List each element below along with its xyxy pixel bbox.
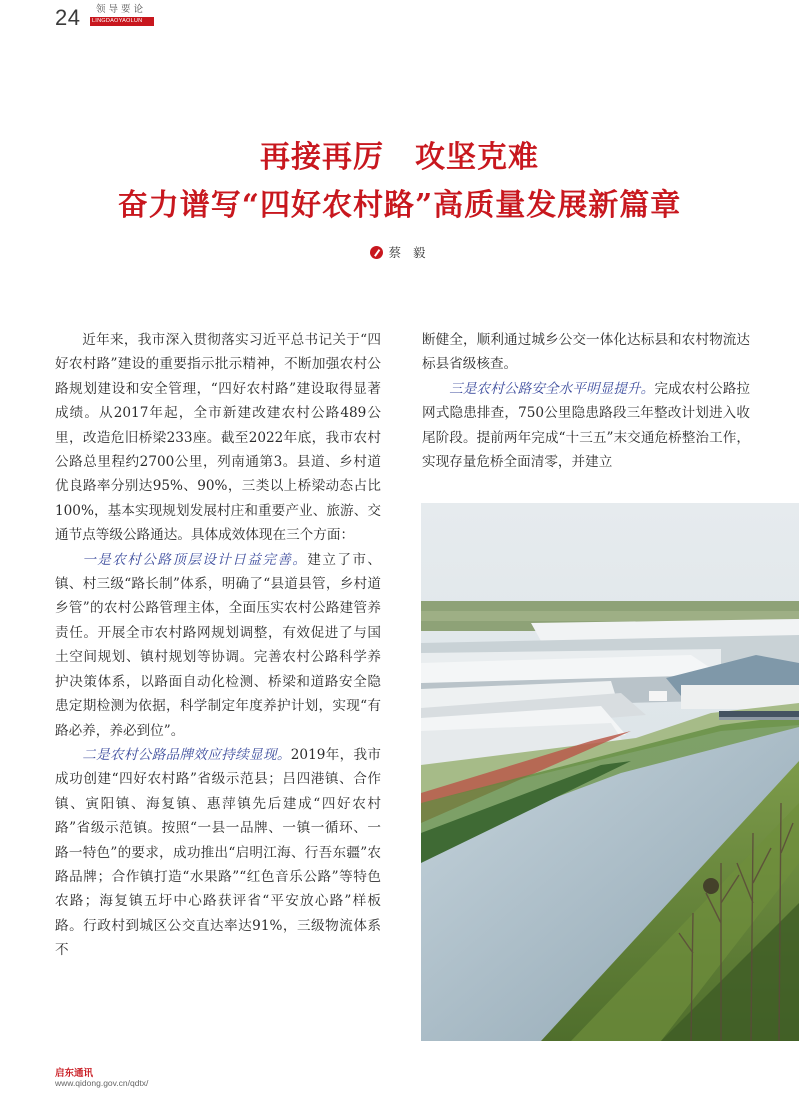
footer-url: www.qidong.gov.cn/qdtx/: [55, 1078, 149, 1088]
pen-icon: [370, 246, 383, 259]
column-title: 领导要论: [96, 4, 147, 15]
paragraph: [422, 377, 750, 475]
byline: [0, 243, 799, 261]
paragraph: [55, 328, 381, 548]
paragraph-highlight: 一是农村公路顶层设计日益完善。: [82, 551, 308, 568]
paragraph-highlight: 二是农村公路品牌效应持续显现。: [82, 746, 291, 763]
paragraph: [55, 548, 381, 743]
paragraph-text: 建立了市、镇、村三级“路长制”体系，明确了“县道县管，乡村道乡管”的农村公路管理主体，全面压实农村公路建管养责任。开展全市农村路网规划调整，有效促进了与国土空间规划、镇村规划等协调。完善农村公路科学养护决策体系，以路面自动化检测、桥梁和道路安全隐患定期检测为依据，科学制定年度养护计划，实现“有路必养，养必到位”。: [55, 551, 381, 739]
paragraph-continuation: 断健全，顺利通过城乡公交一体化达标县和农村物流达标县省级核查。: [422, 332, 750, 373]
author-name: 蔡 毅: [388, 245, 430, 260]
footer-brand: 启东通讯: [55, 1068, 94, 1079]
article-title-line2: 奋力谱写“四好农村路”高质量发展新篇章: [117, 188, 682, 223]
paragraph-text: 2019年，我市成功创建“四好农村路”省级示范县；吕四港镇、合作镇、寅阳镇、海复镇、惠萍镇先后建成“四好农村路”省级示范镇。按照“一县一品牌、一镇一循环、一路一特色”的要求，成功推出“启明江海、行吾东疆”农路品牌；合作镇打造“水果路”“红色音乐公路”等特色农路；海复镇五圩中心路获评省“平安放心路”样板路。行政村到城区公交直达率达91%，三级物流体系不: [55, 746, 381, 959]
column-tag: [90, 4, 154, 26]
paragraph-text: 近年来，我市深入贯彻落实习近平总书记关于“四好农村路”建设的重要指示批示精神，不断加强农村公路规划建设和安全管理，“四好农村路”建设取得显著成绩。从2017年起，全市新建改建农村公路489公里，改造危旧桥梁233座。截至2022年底，我市农村公路总里程约2700公里，列南通第3。县道、乡村道优良路率分别达95%、90%，三类以上桥梁动态占比100%，基本实现规划发展村庄和重要产业、旅游、交通节点等级公路通达。具体成效体现在三个方面：: [55, 332, 381, 544]
article-title-line1: 再接再厉 攻坚克难: [260, 140, 539, 175]
paragraph: [55, 743, 381, 963]
rural-road-photo: [421, 503, 799, 1041]
paragraph-text: 完成农村公路拉网式隐患排查，750公里隐患路段三年整改计划进入收尾阶段。提前两年完成“十三五”末交通危桥整治工作，实现存量危桥全面清零，并建立: [422, 380, 750, 471]
right-column: [422, 328, 750, 474]
paragraph-highlight: 三是农村公路安全水平明显提升。: [449, 380, 655, 397]
page-number: 24: [55, 5, 81, 30]
column-title-en: LINGDAOYAOLUN: [90, 17, 154, 26]
left-column: [55, 328, 381, 963]
